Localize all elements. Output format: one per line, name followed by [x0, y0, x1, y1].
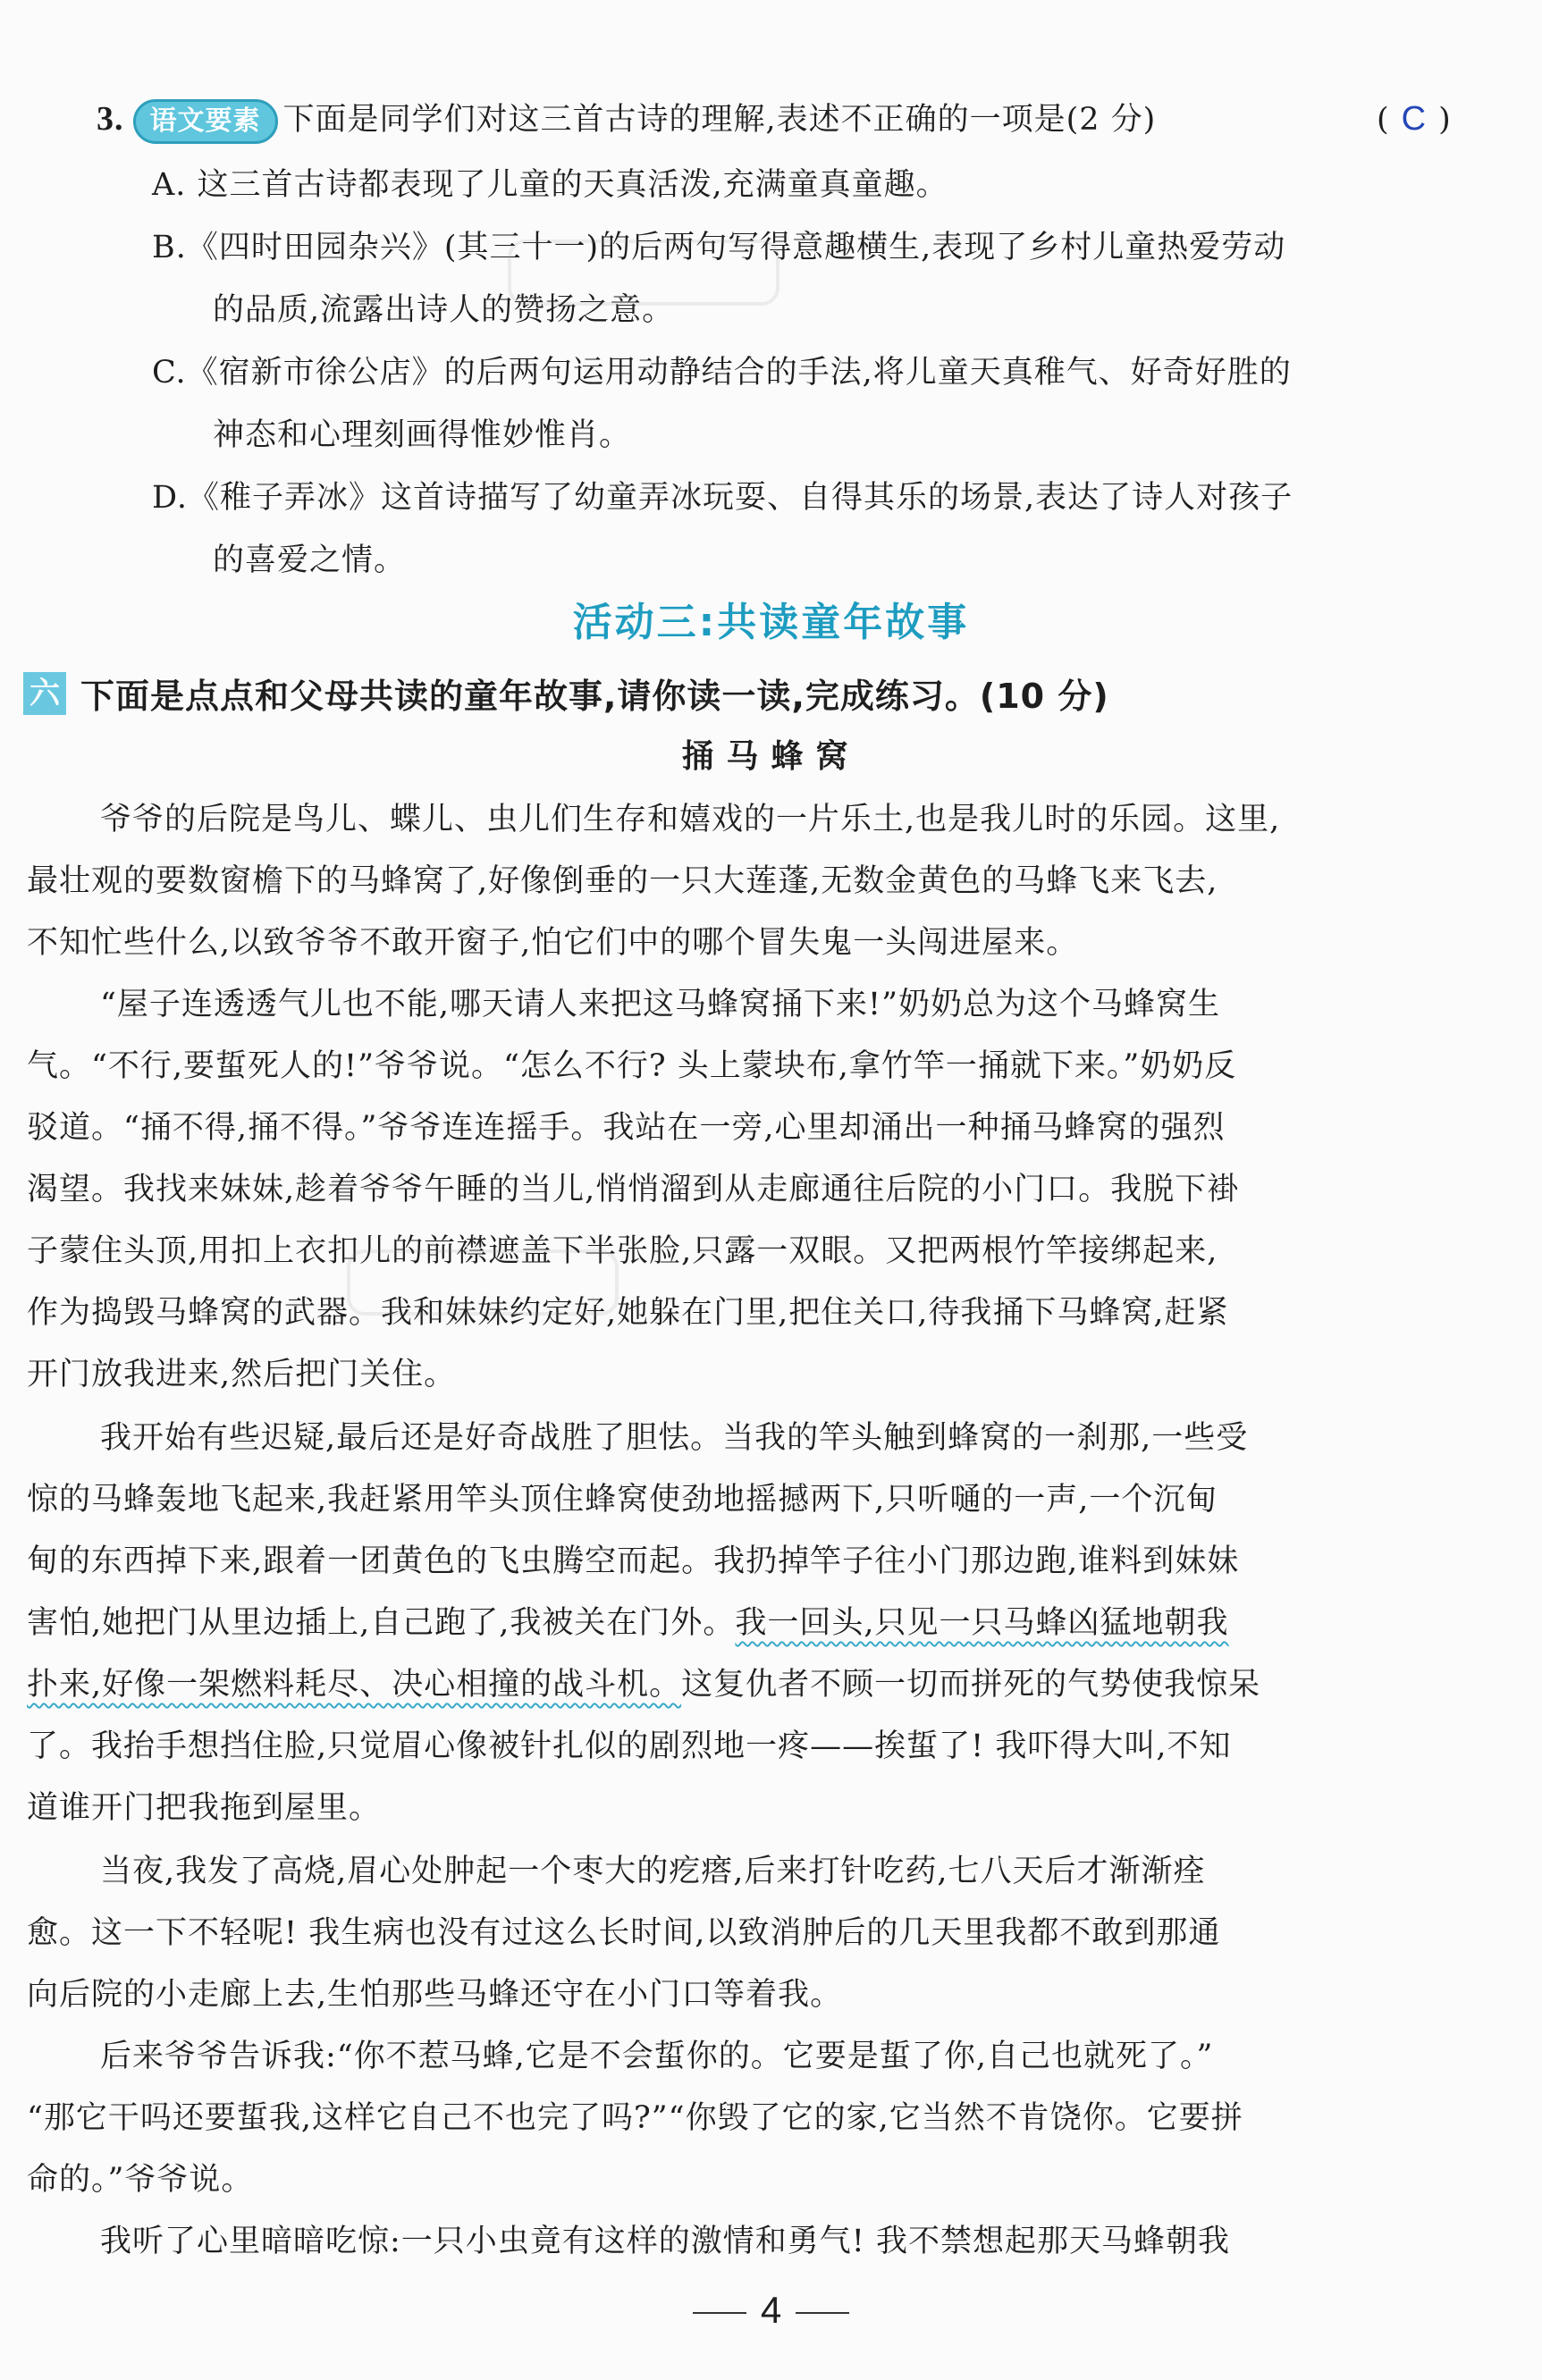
section-6-header	[23, 669, 1109, 722]
story-line: 了。我抬手想挡住脸,只觉眉心像被针扎似的剧烈地一疼——挨蜇了! 我吓得大叫,不知	[27, 1728, 1232, 1764]
story-title: 捅马蜂窝	[681, 738, 861, 775]
story-line: 愈。这一下不轻呢! 我生病也没有过这么长时间,以致消肿后的几天里我都不敢到那通	[27, 1915, 1221, 1951]
tag-badge: 语文要素	[133, 99, 278, 144]
underlined-sentence: 扑来,好像一架燃料耗尽、决心相撞的战斗机。	[27, 1667, 682, 1703]
underlined-sentence: 我一回头,只见一只马蜂凶猛地朝我	[735, 1605, 1229, 1641]
story-line: 当夜,我发了高烧,眉心处肿起一个枣大的疙瘩,后来打针吃药,七八天后才渐渐痊	[100, 1854, 1206, 1889]
story-line: “屋子连透透气儿也不能,哪天请人来把这马蜂窝捅下来!”奶奶总为这个马蜂窝生	[100, 987, 1220, 1022]
story-line: 我听了心里暗暗吃惊:一只小虫竟有这样的激情和勇气! 我不禁想起那天马蜂朝我	[100, 2224, 1230, 2259]
story-line: 向后院的小走廊上去,生怕那些马蜂还守在小门口等着我。	[27, 1977, 843, 2013]
option-d-line-2: 的喜爱之情。	[213, 542, 407, 578]
story-line: 驳道。“捅不得,捅不得。”爷爷连连摇手。我站在一旁,心里却涌出一种捅马蜂窝的强烈	[27, 1110, 1226, 1146]
question-number: 3.	[97, 100, 124, 138]
question-3-stem	[97, 97, 1156, 144]
story-line: 不知忙些什么,以致爷爷不敢开窗子,怕它们中的哪个冒失鬼一头闯进屋来。	[27, 925, 1079, 961]
answer-bracket: ( C )	[1377, 100, 1451, 138]
page-number: 4	[0, 2288, 1542, 2333]
option-b-line-1: B.《四时田园杂兴》(其三十一)的后两句写得意趣横生,表现了乡村儿童热爱劳动	[152, 230, 1286, 265]
option-c-line-2: 神态和心理刻画得惟妙惟肖。	[213, 417, 632, 453]
story-line: 命的。”爷爷说。	[27, 2162, 254, 2198]
watermark-graphic	[340, 1233, 626, 1332]
section-number-icon: 六	[23, 672, 66, 715]
story-line: “那它干吗还要蜇我,这样它自己不也完了吗?”“你毁了它的家,它当然不肯饶你。它要拼	[27, 2100, 1243, 2136]
option-c-line-1: C.《宿新市徐公店》的后两句运用动静结合的手法,将儿童天真稚气、好奇好胜的	[152, 355, 1292, 391]
dash-left	[693, 2312, 746, 2314]
answer-letter: C	[1401, 100, 1427, 138]
story-line: 我开始有些迟疑,最后还是好奇战胜了胆怯。当我的竿头触到蜂窝的一刹那,一些受	[100, 1420, 1249, 1456]
activity-title: 活动三:共读童年故事	[572, 600, 970, 645]
watermark-graphic	[501, 223, 787, 322]
story-line: 作为捣毁马蜂窝的武器。我和妹妹约定好,她躲在门里,把住关口,待我捅下马蜂窝,赶紧	[27, 1295, 1229, 1331]
story-line: 渴望。我找来妹妹,趁着爷爷午睡的当儿,悄悄溜到从走廊通往后院的小门口。我脱下褂	[27, 1172, 1240, 1207]
story-line: 甸的东西掉下来,跟着一团黄色的飞虫腾空而起。我扔掉竿子往小门那边跑,谁料到妹妹	[27, 1543, 1240, 1579]
option-d-line-1: D.《稚子弄冰》这首诗描写了幼童弄冰玩耍、自得其乐的场景,表达了诗人对孩子	[152, 480, 1293, 516]
story-line: 爷爷的后院是鸟儿、蝶儿、虫儿们生存和嬉戏的一片乐土,也是我儿时的乐园。这里,	[100, 802, 1281, 837]
story-line: 害怕,她把门从里边插上,自己跑了,我被关在门外。我一回头,只见一只马蜂凶猛地朝我	[27, 1605, 1229, 1641]
story-line: 道谁开门把我拖到屋里。	[27, 1790, 382, 1826]
story-line: 气。“不行,要蜇死人的!”爷爷说。“怎么不行? 头上蒙块布,拿竹竿一捅就下来。”奶奶反	[27, 1048, 1237, 1084]
story-line: 子蒙住头顶,用扣上衣扣儿的前襟遮盖下半张脸,只露一双眼。又把两根竹竿接绑起来,	[27, 1233, 1218, 1269]
story-line: 扑来,好像一架燃料耗尽、决心相撞的战斗机。这复仇者不顾一切而拼死的气势使我惊呆	[27, 1667, 1261, 1703]
option-b-line-2: 的品质,流露出诗人的赞扬之意。	[213, 292, 675, 328]
story-line: 后来爷爷告诉我:“你不惹马蜂,它是不会蜇你的。它要是蜇了你,自己也就死了。”	[100, 2039, 1214, 2074]
option-a-line-1: A. 这三首古诗都表现了儿童的天真活泼,充满童真童趣。	[152, 167, 948, 203]
story-line: 最壮观的要数窗檐下的马蜂窝了,好像倒垂的一只大莲蓬,无数金黄色的马蜂飞来飞去,	[27, 863, 1218, 899]
dash-right	[796, 2312, 849, 2314]
question-stem-text: 下面是同学们对这三首古诗的理解,表述不正确的一项是(2 分)	[282, 102, 1157, 138]
section-instruction: 下面是点点和父母共读的童年故事,请你读一读,完成练习。(10 分)	[80, 677, 1109, 716]
story-line: 惊的马蜂轰地飞起来,我赶紧用竿头顶住蜂窝使劲地摇撼两下,只听嗵的一声,一个沉甸	[27, 1482, 1218, 1518]
story-line: 开门放我进来,然后把门关住。	[27, 1357, 457, 1392]
